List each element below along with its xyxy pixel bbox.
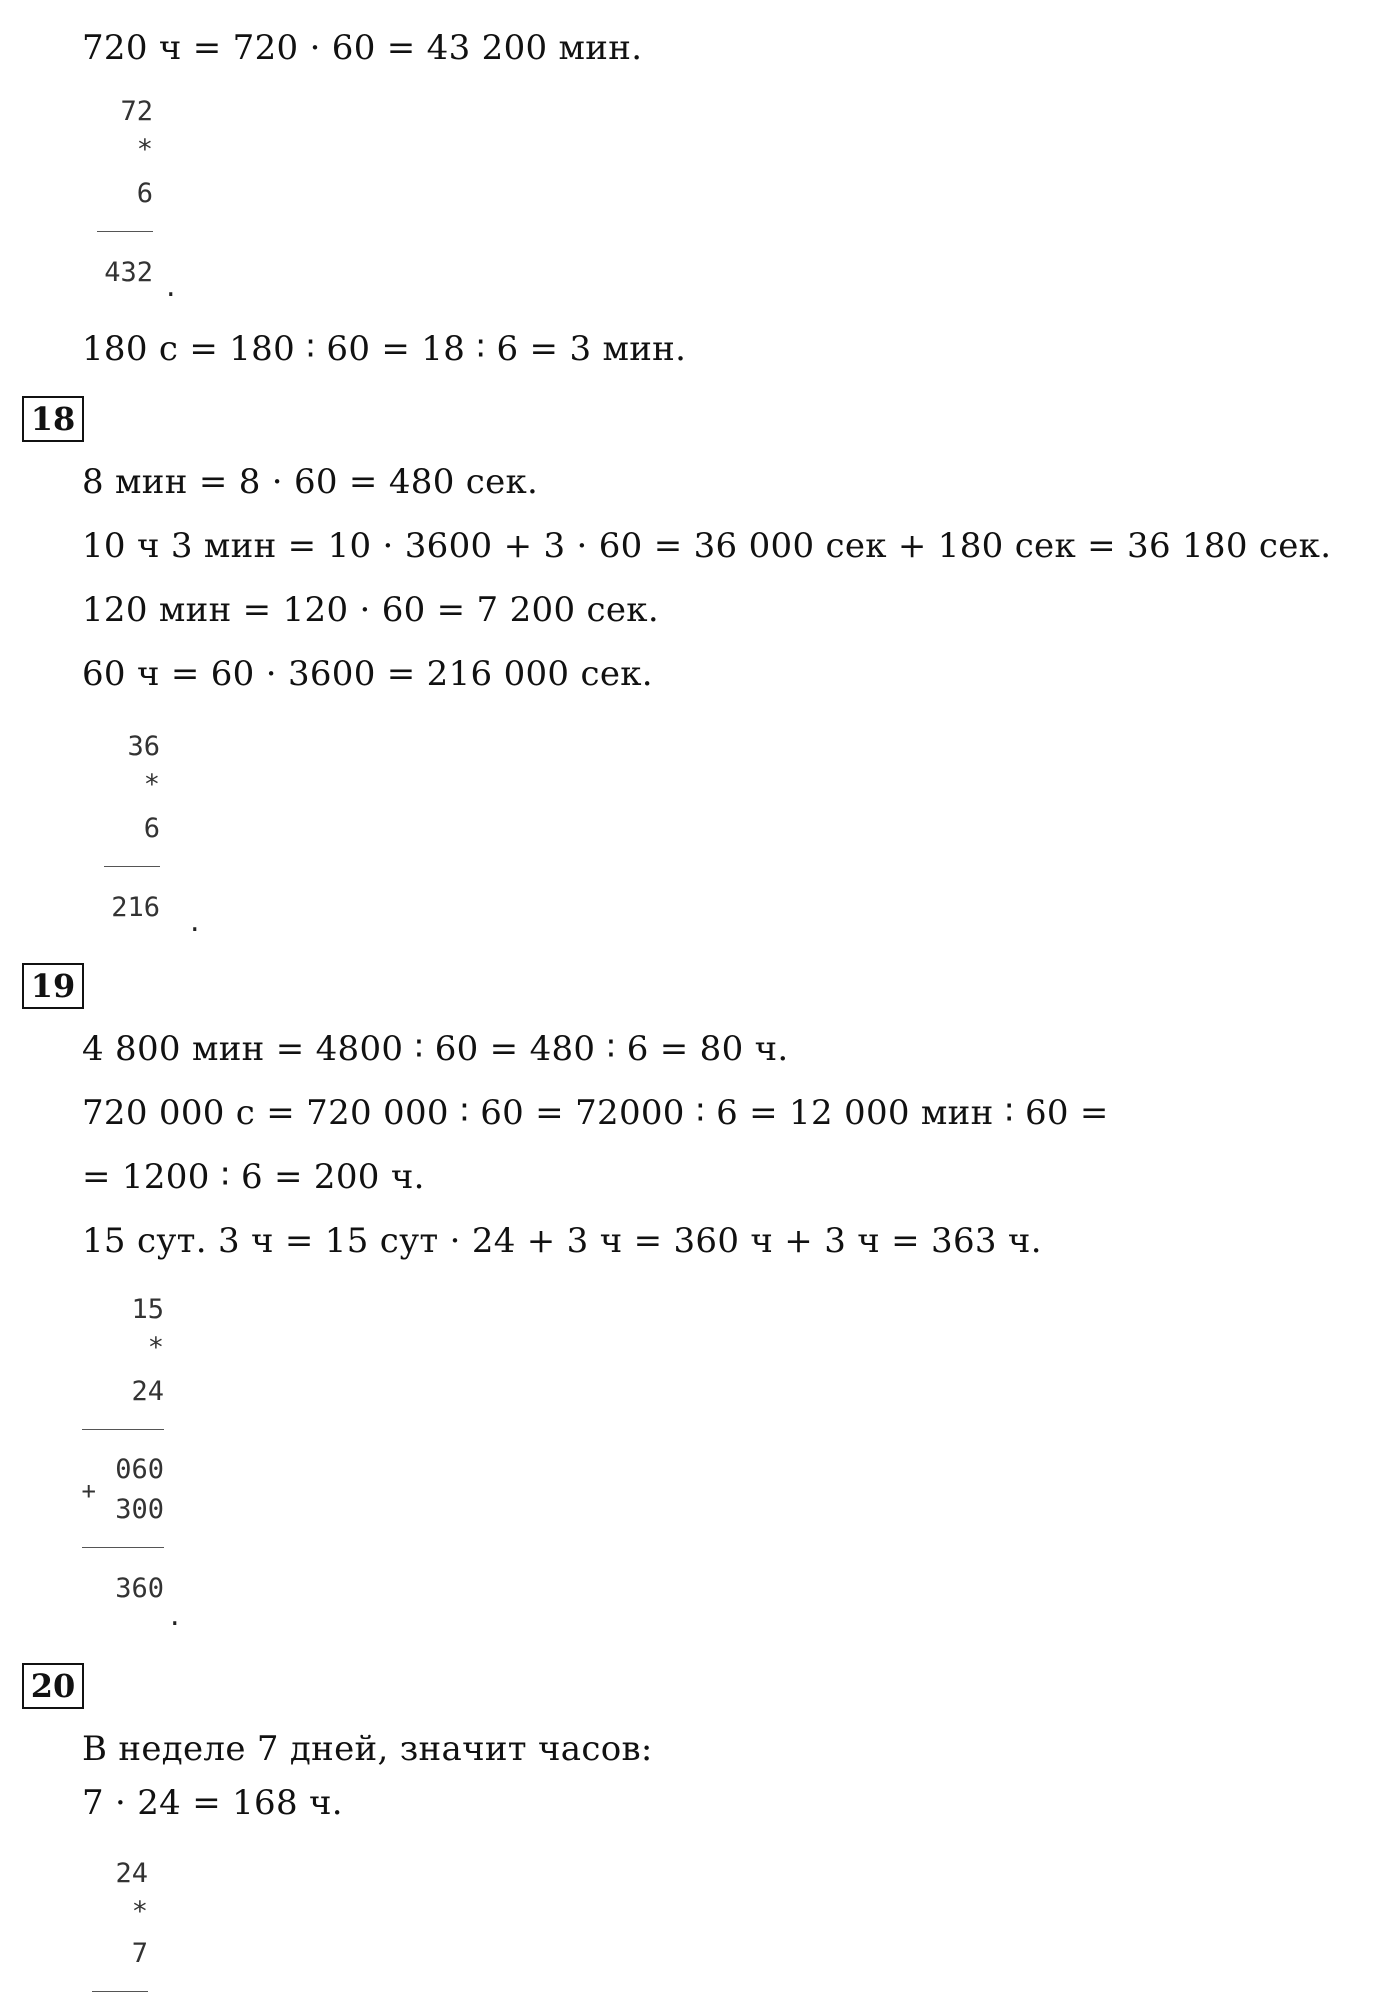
text-line: = 1200 ∶ 6 = 200 ч. [82,1157,425,1197]
product: 432 [104,257,153,288]
period: . [166,269,176,304]
text-line: 7 · 24 = 168 ч. [82,1783,343,1823]
partial-product: 060 [115,1454,164,1485]
multiplier: 24 [131,1376,164,1407]
result-rule [92,1991,148,1992]
text-line: 120 мин = 120 · 60 = 7 200 сек. [82,590,659,630]
multiplicand: 72 [120,96,153,127]
result-rule [82,1547,164,1548]
multiply-sign: * [136,134,153,165]
result-rule [104,866,160,867]
multiplicand: 36 [127,731,160,762]
multiplicand: 24 [115,1858,148,1889]
multiplier: 6 [143,813,160,844]
period: . [190,904,200,939]
text-line: 4 800 мин = 4800 ∶ 60 = 480 ∶ 6 = 80 ч. [82,1029,789,1069]
task-number: 20 [22,1663,84,1709]
multiply-sign: * [147,1332,164,1363]
text-line: 10 ч 3 мин = 10 · 3600 + 3 · 60 = 36 000 сек + 180 сек = 36 180 сек. [82,526,1332,566]
multiply-sign: * [143,769,160,800]
text-line: 15 сут. 3 ч = 15 сут · 24 + 3 ч = 360 ч + 3 ч = 363 ч. [82,1221,1042,1261]
result-rule [97,231,153,232]
partial-rule [82,1429,164,1430]
text-line: 720 000 с = 720 000 ∶ 60 = 72000 ∶ 6 = 12 000 мин ∶ 60 = [82,1093,1109,1133]
plus-sign: + [81,1477,96,1505]
period: . [170,1598,180,1633]
multiply-sign: * [131,1896,148,1927]
text-line: 60 ч = 60 · 3600 = 216 000 сек. [82,654,653,694]
multiplier: 6 [136,178,153,209]
task-number: 18 [22,396,84,442]
product: 360 [115,1573,164,1604]
multiplicand: 15 [131,1294,164,1325]
multiplier: 7 [131,1938,148,1969]
partial-product: 300 [115,1494,164,1525]
text-line: 8 мин = 8 · 60 = 480 сек. [82,462,539,502]
text-line: 720 ч = 720 · 60 = 43 200 мин. [82,28,643,68]
text-line: 180 с = 180 ∶ 60 = 18 ∶ 6 = 3 мин. [82,329,687,369]
text-line: В неделе 7 дней, значит часов: [82,1729,653,1769]
task-number: 19 [22,963,84,1009]
product: 216 [111,892,160,923]
